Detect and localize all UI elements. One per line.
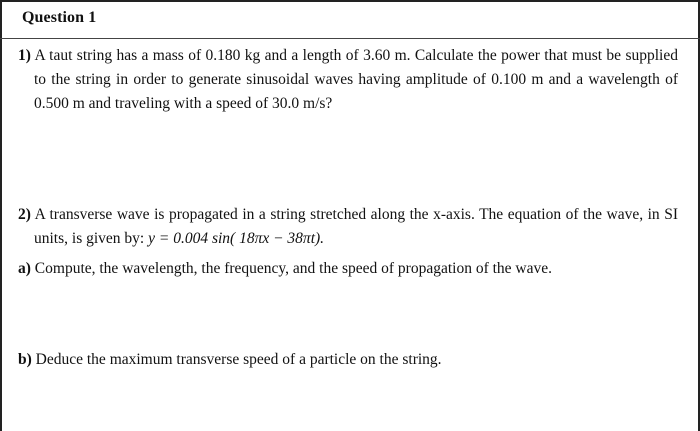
title-divider [0, 38, 700, 39]
question-1 [18, 44, 678, 116]
question-2-paragraph [18, 203, 678, 251]
question-1-paragraph [18, 44, 678, 116]
question-2-number: 2) [18, 206, 31, 223]
wave-equation: y = 0.004 sin( 18πx − 38πt). [148, 230, 325, 247]
question-2-part-b [18, 348, 678, 372]
question-heading: Question 1 [22, 9, 97, 26]
part-b-label: b) [18, 351, 32, 368]
question-1-text: A taut string has a mass of 0.180 kg and a length of 3.60 m. Calculate the power that must be supplied to the string in order to generate sinusoidal waves having amplitude of 0.100 m and a wavelength of 0.500 m and traveling with a speed of 30.0 m/s? [34, 47, 678, 112]
left-border [0, 0, 2, 431]
question-2-part-a [18, 257, 678, 281]
part-a-paragraph [18, 257, 678, 281]
question-2-text: A transverse wave is propagated in a string stretched along the x-axis. The equation of the wave, in SI units, is given by: [34, 206, 678, 247]
question-2 [18, 203, 678, 251]
part-b-paragraph [18, 348, 678, 372]
question-1-number: 1) [18, 47, 31, 64]
part-a-text: Compute, the wavelength, the frequency, and the speed of propagation of the wave. [34, 260, 553, 277]
part-a-label: a) [18, 260, 31, 277]
top-border [0, 0, 700, 2]
part-b-text: Deduce the maximum transverse speed of a particle on the string. [35, 351, 442, 368]
